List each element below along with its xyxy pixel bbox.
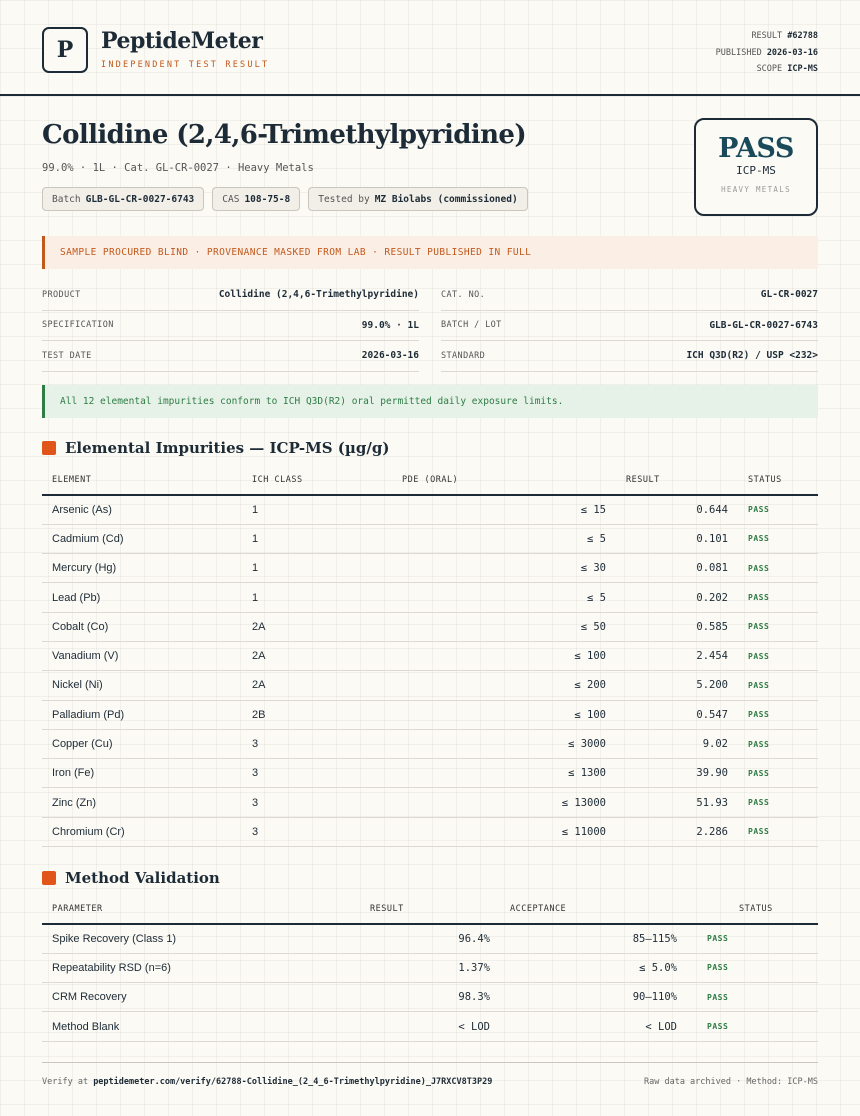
stamp-scope: HEAVY METALS	[721, 185, 791, 194]
info-value: GLB-GL-CR-0027-6743	[709, 319, 818, 331]
status-badge: PASS	[738, 641, 818, 670]
element-name: Lead (Pb)	[42, 583, 242, 612]
cas-tag	[212, 187, 300, 211]
impurities-title: Elemental Impurities — ICP-MS (µg/g)	[65, 439, 390, 457]
result-number: #62788	[787, 31, 818, 41]
blind-procurement-banner: SAMPLE PROCURED BLIND · PROVENANCE MASKED FROM LAB · RESULT PUBLISHED IN FULL	[42, 236, 818, 269]
info-label: TEST DATE	[42, 350, 92, 361]
conformance-banner: All 12 elemental impurities conform to ICH Q3D(R2) oral permitted daily exposure limits.	[42, 385, 818, 418]
table-row	[42, 641, 818, 670]
result-value: 0.585	[616, 612, 738, 641]
info-value: Collidine (2,4,6-Trimethylpyridine)	[218, 289, 419, 301]
brand-logo	[42, 27, 88, 73]
info-label: SPECIFICATION	[42, 320, 114, 331]
info-value: ICH Q3D(R2) / USP <232>	[686, 350, 818, 362]
result-value: 5.200	[616, 671, 738, 700]
element-name: Copper (Cu)	[42, 729, 242, 758]
status-badge: PASS	[738, 671, 818, 700]
result-value: 1.37%	[360, 953, 500, 982]
status-badge: PASS	[687, 924, 818, 953]
published-date: 2026-03-16	[766, 47, 818, 58]
table-row	[42, 817, 818, 846]
pde-limit: ≤ 11000	[362, 817, 616, 846]
result-value: 0.202	[616, 583, 738, 612]
acceptance-range: 90–110%	[500, 983, 687, 1012]
element-name: Chromium (Cr)	[42, 817, 242, 846]
ich-class: 1	[242, 524, 362, 553]
status-badge: PASS	[738, 583, 818, 612]
result-value: 0.644	[616, 495, 738, 524]
table-header-row	[42, 466, 818, 495]
result-value: 96.4%	[360, 924, 500, 953]
table-header-row	[42, 895, 818, 924]
info-label: PRODUCT	[42, 289, 81, 300]
scope-value: ICP-MS	[787, 64, 818, 74]
product-subline: 99.0% · 1L · Cat. GL-CR-0027 · Heavy Metals	[42, 162, 314, 174]
table-row	[42, 759, 818, 788]
verify-line	[42, 1077, 492, 1087]
published-label: PUBLISHED	[715, 47, 762, 58]
info-label: STANDARD	[441, 350, 486, 361]
parameter-name: Method Blank	[42, 1012, 360, 1041]
tag-value: MZ Biolabs (commissioned)	[374, 193, 518, 205]
tag-value: 108-75-8	[244, 193, 291, 205]
report-meta	[716, 28, 818, 78]
info-value: 99.0% · 1L	[361, 319, 419, 331]
table-row	[42, 700, 818, 729]
parameter-name: Spike Recovery (Class 1)	[42, 924, 360, 953]
info-value: GL-CR-0027	[760, 289, 818, 301]
report-footer	[42, 1062, 818, 1087]
acceptance-range: ≤ 5.0%	[500, 953, 687, 982]
tag-label: Tested by	[318, 193, 370, 205]
parameter-name: CRM Recovery	[42, 983, 360, 1012]
table-row	[42, 729, 818, 758]
ich-class: 1	[242, 554, 362, 583]
validation-title: Method Validation	[65, 869, 220, 887]
report-header	[0, 0, 860, 96]
status-badge: PASS	[738, 554, 818, 583]
info-test-date	[42, 341, 419, 372]
status-badge: PASS	[738, 788, 818, 817]
element-name: Zinc (Zn)	[42, 788, 242, 817]
result-value: 98.3%	[360, 983, 500, 1012]
result-label: RESULT	[751, 31, 783, 41]
status-badge: PASS	[738, 817, 818, 846]
impurities-section-head	[42, 439, 389, 457]
table-row	[42, 788, 818, 817]
element-name: Arsenic (As)	[42, 495, 242, 524]
ich-class: 2B	[242, 700, 362, 729]
ich-class: 3	[242, 759, 362, 788]
element-name: Iron (Fe)	[42, 759, 242, 788]
archive-note: Raw data archived · Method: ICP-MS	[644, 1077, 818, 1087]
scope-label: SCOPE	[756, 64, 783, 74]
element-name: Palladium (Pd)	[42, 700, 242, 729]
stamp-method: ICP-MS	[736, 164, 776, 177]
element-name: Cobalt (Co)	[42, 612, 242, 641]
pde-limit: ≤ 5	[362, 583, 616, 612]
info-product	[42, 280, 419, 311]
info-row	[42, 280, 818, 311]
result-value: 0.101	[616, 524, 738, 553]
info-row	[42, 311, 818, 342]
result-value: 51.93	[616, 788, 738, 817]
acceptance-range: 85–115%	[500, 924, 687, 953]
col-header-element: ELEMENT	[42, 466, 242, 495]
info-batch	[441, 311, 818, 342]
col-header-ich-class: ICH CLASS	[242, 466, 362, 495]
pde-limit: ≤ 100	[362, 641, 616, 670]
status-badge: PASS	[687, 1012, 818, 1041]
pde-limit: ≤ 3000	[362, 729, 616, 758]
element-name: Cadmium (Cd)	[42, 524, 242, 553]
impurities-table	[42, 466, 818, 847]
info-label: CAT. NO.	[441, 289, 486, 300]
ich-class: 2A	[242, 612, 362, 641]
table-row	[42, 612, 818, 641]
ich-class: 3	[242, 817, 362, 846]
table-row	[42, 495, 818, 524]
pde-limit: ≤ 50	[362, 612, 616, 641]
ich-class: 1	[242, 495, 362, 524]
result-value: 39.90	[616, 759, 738, 788]
col-header-pde: PDE (ORAL)	[362, 466, 616, 495]
product-title: Collidine (2,4,6-Trimethylpyridine)	[42, 120, 527, 150]
section-marker-icon	[42, 871, 56, 885]
result-value: < LOD	[360, 1012, 500, 1041]
table-row	[42, 1012, 818, 1041]
col-header-acceptance: ACCEPTANCE	[500, 895, 687, 924]
table-row	[42, 671, 818, 700]
brand-subtitle: INDEPENDENT TEST RESULT	[101, 60, 270, 70]
ich-class: 3	[242, 729, 362, 758]
logo-letter: P	[56, 37, 74, 63]
tag-label: Batch	[52, 193, 81, 205]
col-header-result: RESULT	[360, 895, 500, 924]
batch-tag	[42, 187, 204, 211]
status-badge: PASS	[738, 495, 818, 524]
pde-limit: ≤ 200	[362, 671, 616, 700]
pde-limit: ≤ 30	[362, 554, 616, 583]
ich-class: 2A	[242, 671, 362, 700]
brand-name: PeptideMeter	[101, 28, 263, 54]
status-badge: PASS	[738, 524, 818, 553]
status-badge: PASS	[738, 759, 818, 788]
info-catno	[441, 280, 818, 311]
info-standard	[441, 341, 818, 372]
result-value: 0.547	[616, 700, 738, 729]
result-value: 2.286	[616, 817, 738, 846]
status-badge: PASS	[738, 700, 818, 729]
element-name: Nickel (Ni)	[42, 671, 242, 700]
tag-label: CAS	[222, 193, 240, 205]
col-header-parameter: PARAMETER	[42, 895, 360, 924]
info-value: 2026-03-16	[361, 350, 419, 362]
verify-link[interactable]: peptidemeter.com/verify/62788-Collidine_(2_4_6-Trimethylpyridine)_J7RXCV8T3P29	[93, 1077, 493, 1087]
col-header-result: RESULT	[616, 466, 738, 495]
pde-limit: ≤ 13000	[362, 788, 616, 817]
ich-class: 3	[242, 788, 362, 817]
verify-prefix: Verify at	[42, 1077, 89, 1087]
pde-limit: ≤ 5	[362, 524, 616, 553]
element-name: Vanadium (V)	[42, 641, 242, 670]
col-header-status: STATUS	[738, 466, 818, 495]
col-header-status: STATUS	[687, 895, 818, 924]
pde-limit: ≤ 100	[362, 700, 616, 729]
table-row	[42, 524, 818, 553]
status-badge: PASS	[687, 983, 818, 1012]
element-name: Mercury (Hg)	[42, 554, 242, 583]
table-row	[42, 983, 818, 1012]
result-value: 9.02	[616, 729, 738, 758]
table-row	[42, 554, 818, 583]
info-specification	[42, 311, 419, 342]
parameter-name: Repeatability RSD (n=6)	[42, 953, 360, 982]
result-value: 0.081	[616, 554, 738, 583]
info-row	[42, 341, 818, 372]
pass-stamp	[694, 118, 818, 216]
acceptance-range: < LOD	[500, 1012, 687, 1041]
section-marker-icon	[42, 441, 56, 455]
result-value: 2.454	[616, 641, 738, 670]
table-row	[42, 583, 818, 612]
status-badge: PASS	[738, 612, 818, 641]
status-badge: PASS	[738, 729, 818, 758]
pde-limit: ≤ 15	[362, 495, 616, 524]
stamp-verdict: PASS	[718, 133, 794, 164]
tag-value: GLB-GL-CR-0027-6743	[85, 193, 195, 205]
ich-class: 1	[242, 583, 362, 612]
ich-class: 2A	[242, 641, 362, 670]
tested-by-tag	[308, 187, 527, 211]
validation-section-head	[42, 869, 220, 887]
table-row	[42, 924, 818, 953]
product-tags	[42, 187, 528, 211]
status-badge: PASS	[687, 953, 818, 982]
pde-limit: ≤ 1300	[362, 759, 616, 788]
validation-table	[42, 895, 818, 1042]
table-row	[42, 953, 818, 982]
info-label: BATCH / LOT	[441, 320, 502, 331]
product-info-grid	[42, 280, 818, 372]
